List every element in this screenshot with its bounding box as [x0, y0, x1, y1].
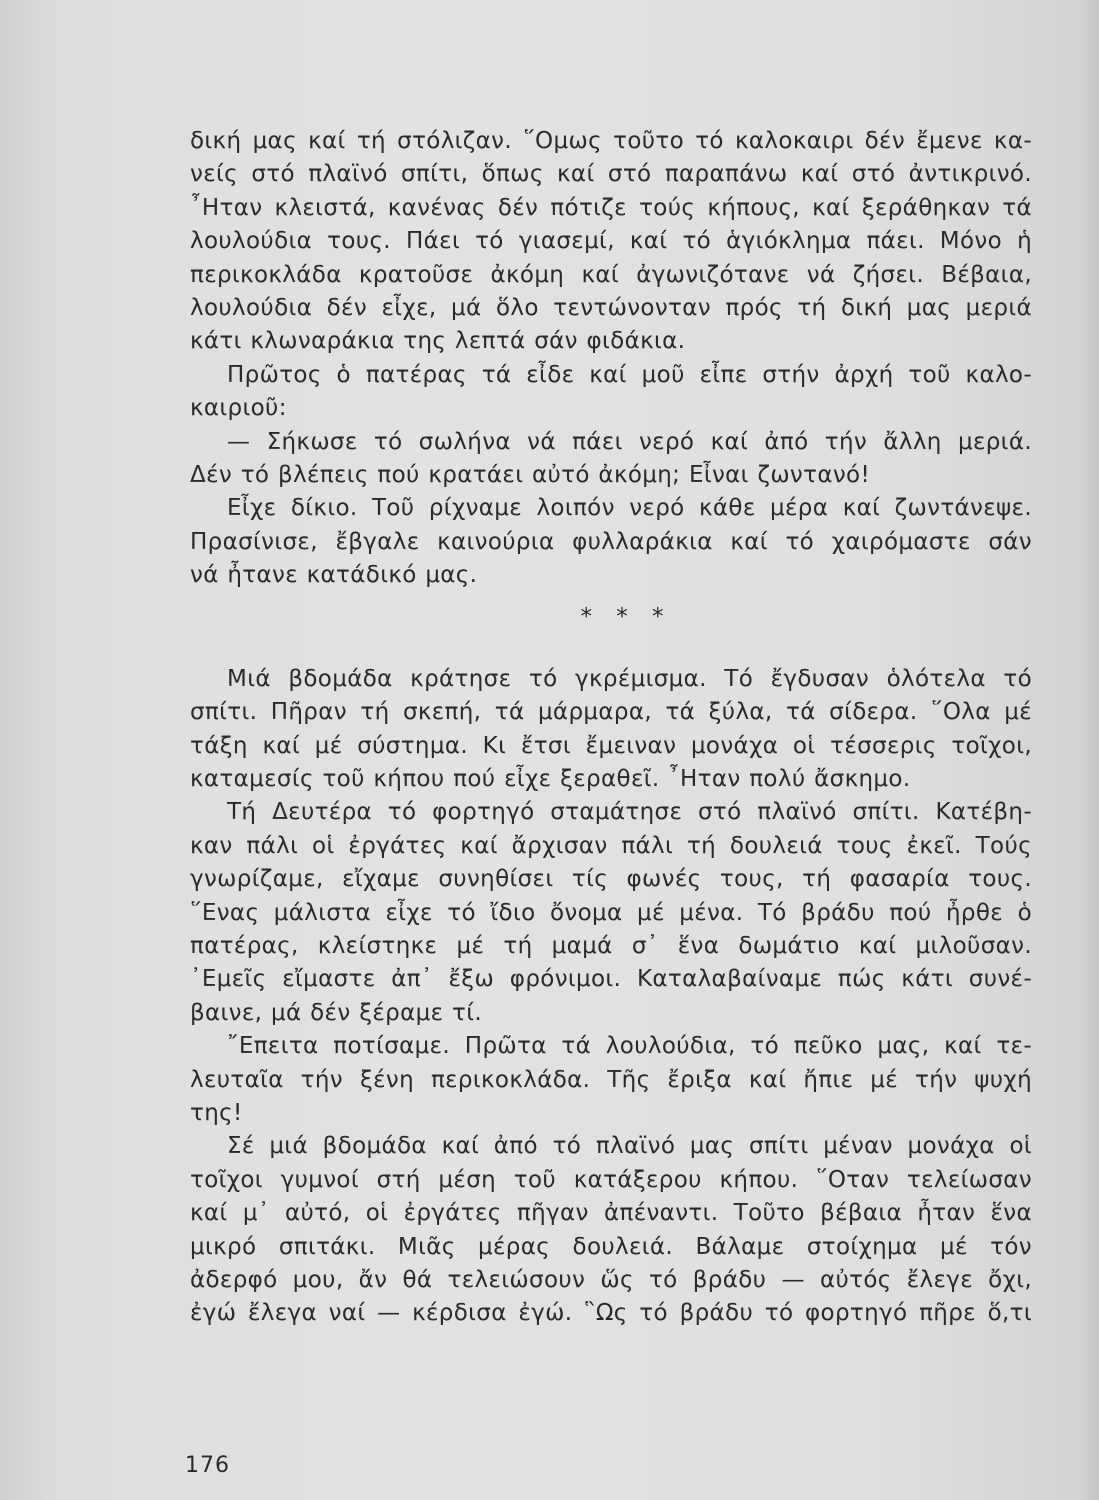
page-edge-shadow — [1079, 0, 1099, 1500]
text-line: καν πάλι οἱ ἐργάτες καί ἄρχισαν πάλι τή δουλειά τους ἐκεῖ. Τούς — [190, 832, 1032, 859]
text-section-after-separator — [190, 663, 1032, 1331]
text-line: μικρό σπιτάκι. Μιᾶς μέρας δουλειά. Βάλαμε στοίχημα μέ τόν — [190, 1233, 1032, 1260]
text-line: ᾿Εμεῖς εἴμαστε ἀπ᾿ ἔξω φρόνιμοι. Καταλαβαίναμε πώς κάτι συνέ- — [190, 966, 1032, 993]
text-line: γνωρίζαμε, εἴχαμε συνηθίσει τίς φωνές τους, τή φασαρία τους. — [190, 866, 1032, 893]
text-line: κάτι κλωναράκια της λεπτά σάν φιδάκια. — [190, 328, 686, 355]
text-line: Πρῶτος ὁ πατέρας τά εἶδε καί μοῦ εἶπε στήν ἀρχή τοῦ καλο- — [227, 361, 1032, 388]
text-line: Τή Δευτέρα τό φορτηγό σταμάτησε στό πλαϊνό σπίτι. Κατέβη- — [227, 799, 1032, 826]
text-line: λουλούδια τους. Πάει τό γιασεμί, καί τό ἁγιόκλημα πάει. Μόνο ἡ — [190, 228, 1032, 255]
text-line: περικοκλάδα κρατοῦσε ἀκόμη καί ἀγωνιζότανε νά ζήσει. Βέβαια, — [190, 261, 1032, 288]
text-line: Πρασίνισε, ἔβγαλε καινούρια φυλλαράκια καί τό χαιρόμαστε σάν — [190, 528, 1032, 555]
text-line: δική μας καί τή στόλιζαν. ῞Ομως τοῦτο τό καλοκαιρι δέν ἔμενε κα- — [190, 128, 1032, 154]
text-line: ῏Ηταν κλειστά, κανένας δέν πότιζε τούς κήπους, καί ξεράθηκαν τά — [190, 194, 1032, 221]
text-line: ῎Επειτα ποτίσαμε. Πρῶτα τά λουλούδια, τό πεῦκο μας, καί τε- — [227, 1033, 1032, 1060]
text-line: καιριοῦ: — [190, 395, 287, 422]
page-number: 176 — [185, 1453, 230, 1478]
text-line: Μιά βδομάδα κράτησε τό γκρέμισμα. Τό ἔγδυσαν ὁλότελα τό — [227, 665, 1032, 692]
text-line: λουλούδια δέν εἶχε, μά ὅλο τεντώνονταν πρός τή δική μας μεριά — [190, 294, 1032, 321]
text-line: ἐγώ ἔλεγα ναί — κέρδισα ἐγώ. ῝Ως τό βράδυ τό φορτηγό πῆρε ὅ,τι — [190, 1300, 1032, 1327]
text-line: Εἶχε δίκιο. Τοῦ ρίχναμε λοιπόν νερό κάθε μέρα καί ζωντάνεψε. — [227, 495, 1032, 522]
text-line: πατέρας, κλείστηκε μέ τή μαμά σ᾿ ἕνα δωμάτιο καί μιλοῦσαν. — [190, 932, 1032, 959]
text-line: — Σήκωσε τό σωλήνα νά πάει νερό καί ἀπό τήν ἄλλη μεριά. — [227, 428, 1032, 455]
text-line: βαινε, μά δέν ξέραμε τί. — [190, 999, 483, 1026]
text-line: τοῖχοι γυμνοί στή μέση τοῦ κατάξερου κήπου. ῞Οταν τελείωσαν — [190, 1166, 1032, 1193]
text-line: νά ἦτανε κατάδικό μας. — [190, 562, 478, 589]
text-line: ἀδερφό μου, ἄν θά τελειώσουν ὥς τό βράδυ — αὐτός ἔλεγε ὄχι, — [190, 1266, 1032, 1293]
text-line: καταμεσίς τοῦ κήπου πού εἶχε ξεραθεῖ. ῏Ηταν πολύ ἄσκημο. — [190, 766, 911, 793]
text-line: νείς στό πλαϊνό σπίτι, ὅπως καί στό παραπάνω καί στό ἀντικρινό. — [190, 161, 1032, 188]
text-line: καί μ᾿ αὐτό, οἱ ἐργάτες πῆγαν ἀπέναντι. Τοῦτο βέβαια ἦταν ἕνα — [190, 1200, 1032, 1227]
text-line: τάξη καί μέ σύστημα. Κι ἔτσι ἔμειναν μονάχα οἱ τέσσερις τοῖχοι, — [190, 732, 1032, 759]
text-line: σπίτι. Πῆραν τή σκεπή, τά μάρμαρα, τά ξύλα, τά σίδερα. ῞Ολα μέ — [190, 699, 1032, 726]
text-line: Δέν τό βλέπεις πού κρατάει αὐτό ἀκόμη; Εἶναι ζωντανό! — [190, 461, 871, 488]
text-line: ῞Ενας μάλιστα εἶχε τό ἴδιο ὄνομα μέ μένα. Τό βράδυ πού ἦρθε ὁ — [190, 899, 1032, 926]
body-text — [190, 125, 1032, 1331]
text-line: της! — [190, 1099, 243, 1126]
text-line: λευταῖα τήν ξένη περικοκλάδα. Τῆς ἔριξα καί ἤπιε μέ τήν ψυχή — [190, 1066, 1032, 1093]
text-section-before-separator — [190, 125, 1032, 592]
section-separator: * * * — [580, 604, 672, 631]
text-line: Σέ μιά βδομάδα καί ἀπό τό πλαϊνό μας σπίτι μέναν μονάχα οἱ — [227, 1133, 1032, 1160]
